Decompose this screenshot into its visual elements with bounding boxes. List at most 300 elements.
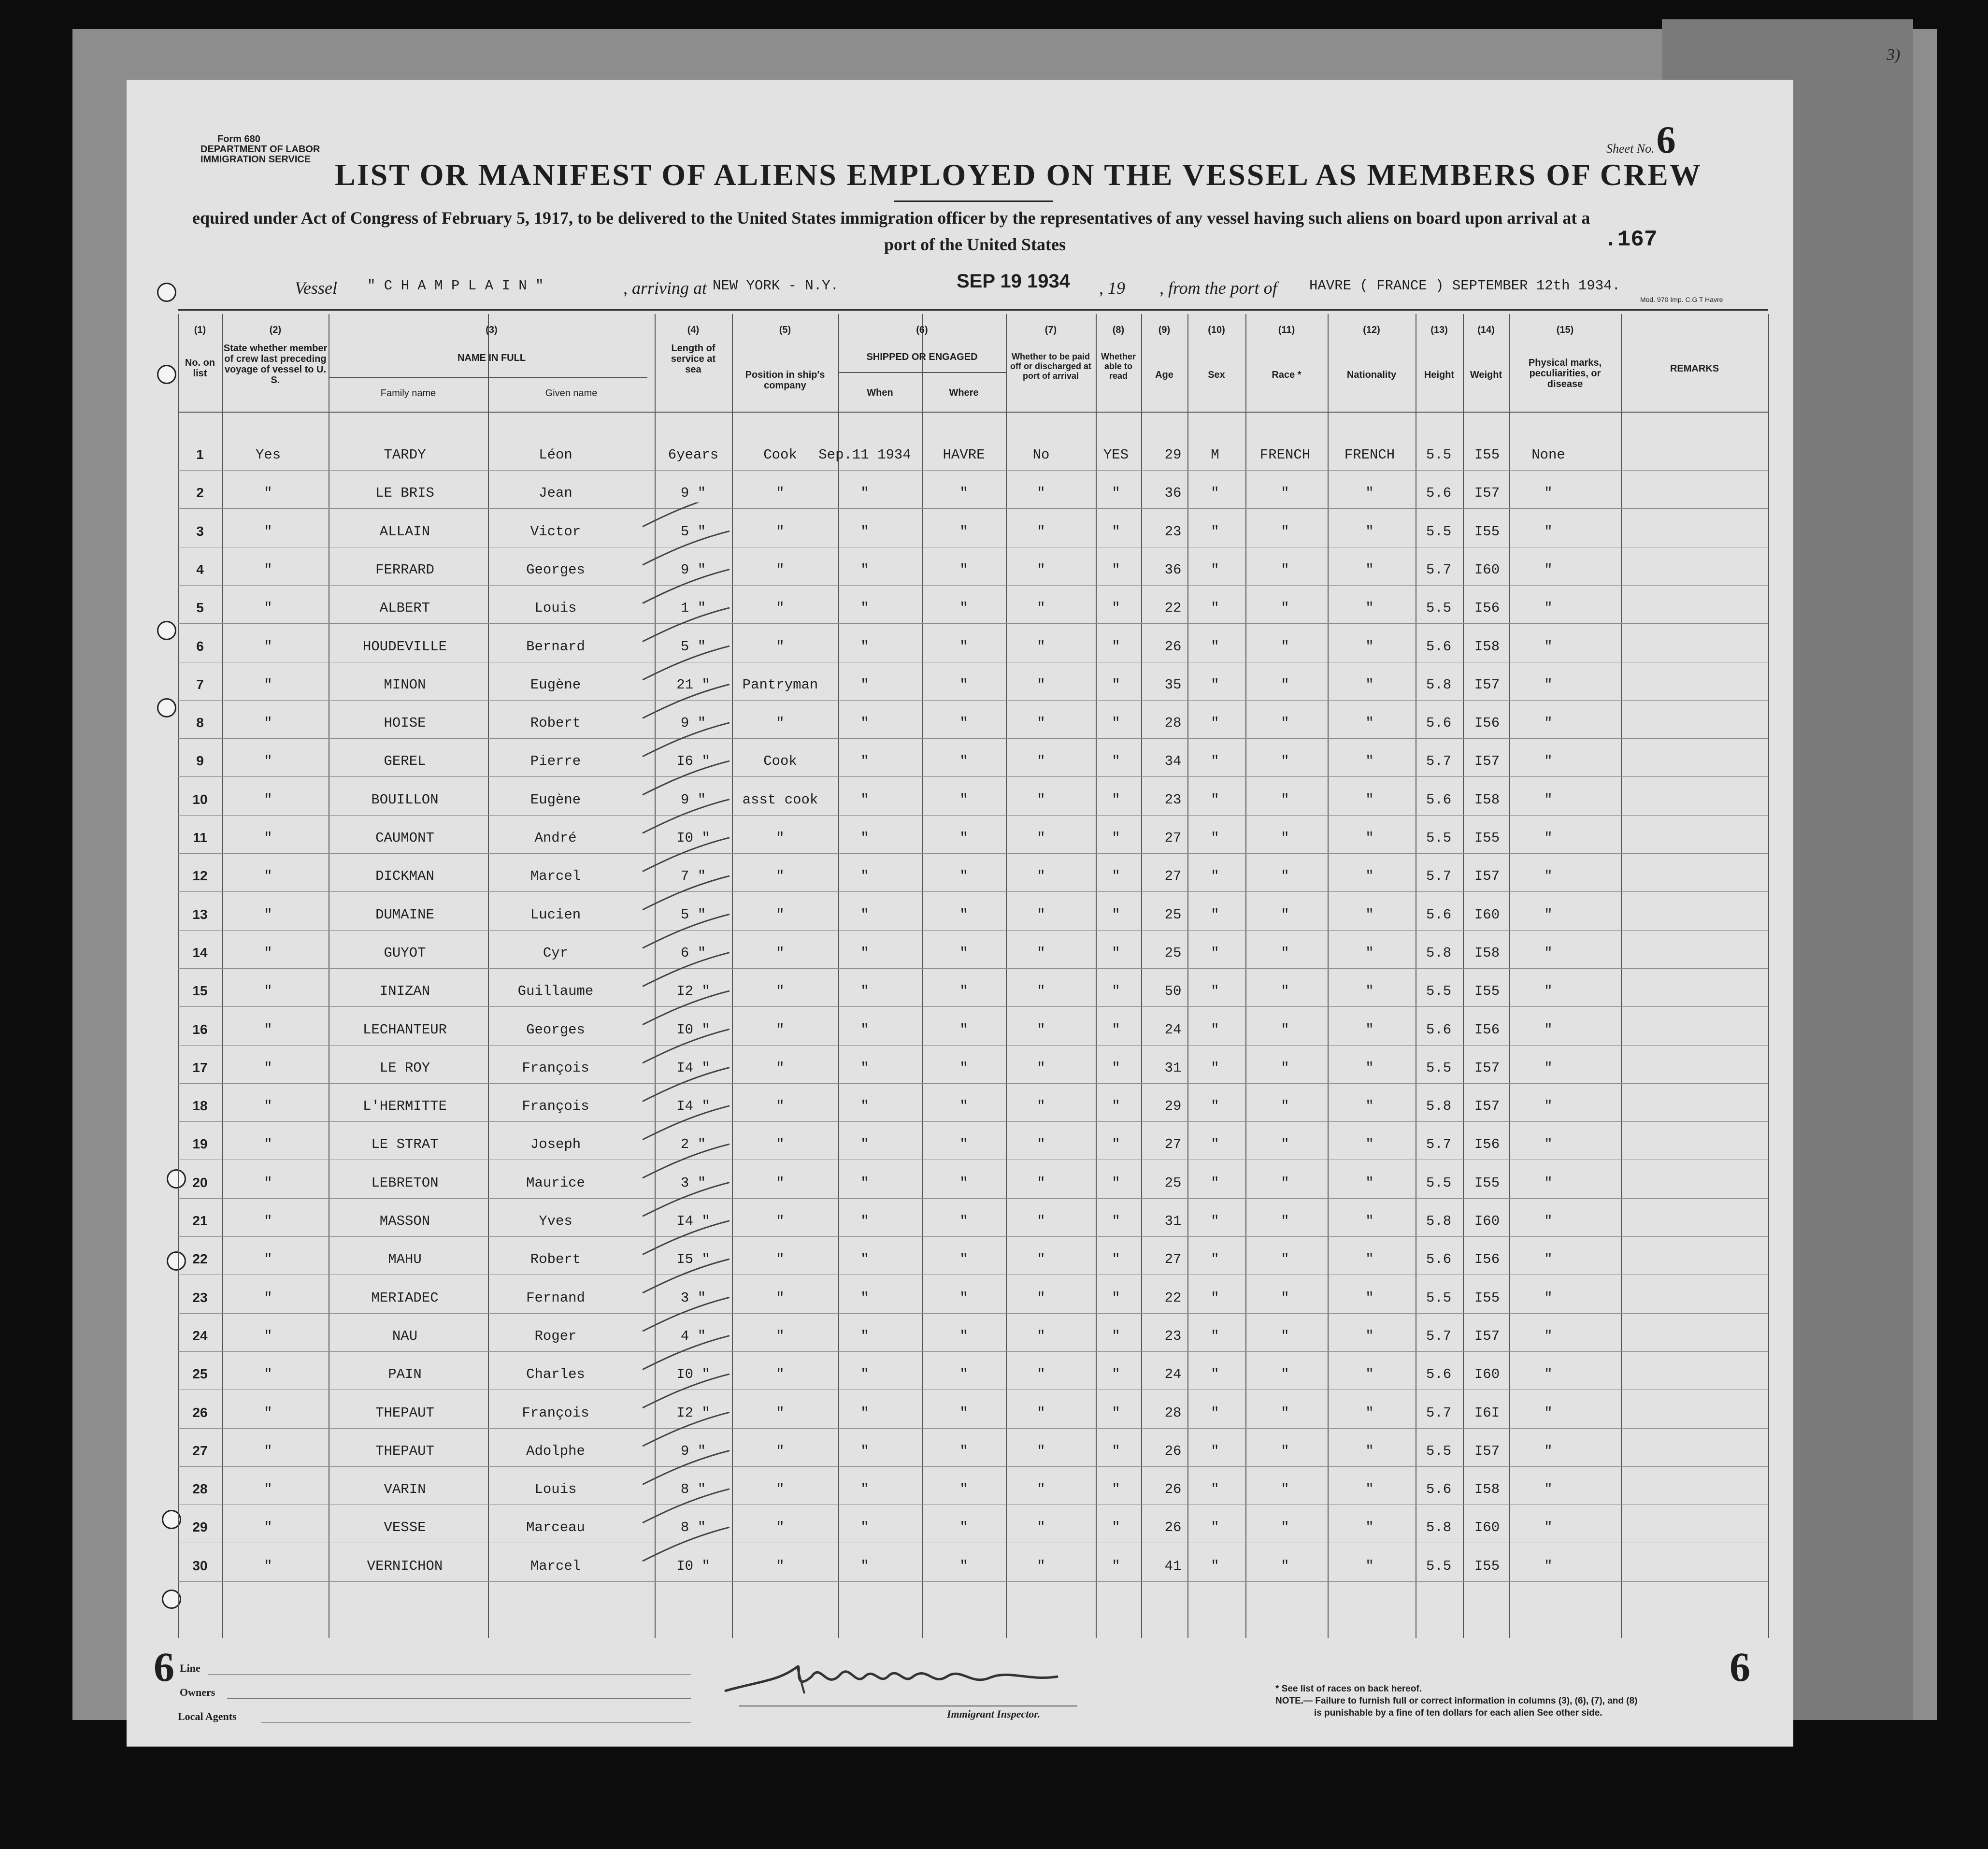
length-of-service-cell: I2 " — [676, 983, 710, 1000]
nationality-cell: FRENCH — [1344, 447, 1395, 463]
column-divider — [178, 314, 179, 1638]
physical-marks-cell: " — [1544, 715, 1553, 731]
row-number-cell: 3 — [196, 523, 204, 539]
sex-cell: " — [1211, 676, 1219, 693]
weight-cell: I57 — [1474, 1443, 1500, 1459]
row-rule — [178, 508, 1768, 509]
header-height: Height — [1424, 370, 1455, 380]
position-cell: " — [776, 1136, 785, 1153]
shipped-when-cell: " — [860, 1290, 869, 1306]
shipped-when-cell: " — [860, 1021, 869, 1038]
crew-last-voyage-cell: " — [264, 1481, 272, 1498]
paid-off-cell: " — [1037, 485, 1045, 502]
check-stroke — [643, 1221, 729, 1255]
physical-marks-cell: " — [1544, 830, 1553, 846]
age-cell: 27 — [1164, 830, 1182, 846]
crew-last-voyage-cell: " — [264, 561, 272, 578]
shipped-where-cell: " — [959, 1405, 968, 1421]
given-name-cell: Charles — [526, 1366, 585, 1383]
age-cell: 31 — [1164, 1060, 1182, 1076]
paid-off-cell: " — [1037, 945, 1045, 961]
position-cell: " — [776, 830, 785, 846]
race-cell: " — [1281, 1021, 1289, 1038]
given-name-cell: Roger — [534, 1328, 577, 1344]
check-stroke — [643, 876, 729, 910]
header-bottom-rule — [178, 412, 1768, 413]
crew-last-voyage-cell: " — [264, 715, 272, 731]
given-name-cell: Bernard — [526, 638, 585, 655]
weight-cell: I57 — [1474, 1328, 1500, 1344]
family-name-cell: DICKMAN — [375, 868, 434, 885]
race-cell: " — [1281, 1519, 1289, 1536]
check-stroke — [643, 1182, 729, 1216]
paid-off-cell: " — [1037, 1175, 1045, 1191]
age-cell: 50 — [1164, 983, 1182, 1000]
race-cell: " — [1281, 791, 1289, 808]
given-name-cell: Robert — [530, 715, 581, 731]
paid-off-cell: " — [1037, 1366, 1045, 1383]
race-cell: FRENCH — [1259, 447, 1311, 463]
handwritten-check-marks — [633, 502, 758, 1710]
height-cell: 5.8 — [1426, 1519, 1452, 1536]
nationality-cell: " — [1365, 791, 1374, 808]
shipped-when-cell: " — [860, 1366, 869, 1383]
sex-cell: " — [1211, 1251, 1219, 1268]
given-name-cell: Fernand — [526, 1290, 585, 1306]
column-divider — [1187, 314, 1188, 1638]
shipped-when-cell: " — [860, 1519, 869, 1536]
shipped-when-cell: " — [860, 561, 869, 578]
position-cell: " — [776, 868, 785, 885]
sex-cell: " — [1211, 1060, 1219, 1076]
weight-cell: I55 — [1474, 1558, 1500, 1574]
race-cell: " — [1281, 1251, 1289, 1268]
height-cell: 5.6 — [1426, 1021, 1452, 1038]
shipped-when-cell: " — [860, 1098, 869, 1115]
family-name-cell: MINON — [384, 676, 426, 693]
shipped-when-cell: " — [860, 1251, 869, 1268]
age-cell: 36 — [1164, 561, 1182, 578]
height-cell: 5.8 — [1426, 1098, 1452, 1115]
crew-last-voyage-cell: " — [264, 753, 272, 770]
sex-cell: " — [1211, 638, 1219, 655]
race-cell: " — [1281, 1213, 1289, 1229]
sex-cell: " — [1211, 945, 1219, 961]
age-cell: 35 — [1164, 676, 1182, 693]
column-divider — [1245, 314, 1246, 1638]
sex-cell: " — [1211, 906, 1219, 923]
length-of-service-cell: I2 " — [676, 1405, 710, 1421]
shipped-where-cell: " — [959, 1060, 968, 1076]
row-number-cell: 9 — [196, 753, 204, 769]
family-name-cell: MASSON — [379, 1213, 430, 1229]
age-cell: 29 — [1164, 1098, 1182, 1115]
able-to-read-cell: " — [1112, 523, 1120, 540]
crew-last-voyage-cell: " — [264, 1558, 272, 1574]
crew-last-voyage-cell: " — [264, 1328, 272, 1344]
printer-mark: Mod. 970 Imp. C.G T Havre — [1640, 296, 1723, 303]
year-label: , 19 — [1099, 278, 1125, 298]
able-to-read-cell: " — [1112, 906, 1120, 923]
height-cell: 5.8 — [1426, 945, 1452, 961]
nationality-cell: " — [1365, 1290, 1374, 1306]
given-name-cell: Adolphe — [526, 1443, 585, 1459]
length-of-service-cell: 2 " — [680, 1136, 706, 1153]
crew-last-voyage-cell: " — [264, 1060, 272, 1076]
age-cell: 31 — [1164, 1213, 1182, 1229]
vessel-label: Vessel — [295, 278, 337, 298]
paid-off-cell: " — [1037, 1328, 1045, 1344]
row-number-cell: 17 — [192, 1060, 208, 1075]
shipped-when-cell: " — [860, 676, 869, 693]
height-cell: 5.5 — [1426, 1290, 1452, 1306]
shipped-when-cell: " — [860, 983, 869, 1000]
crew-last-voyage-cell: " — [264, 1021, 272, 1038]
weight-cell: I57 — [1474, 1098, 1500, 1115]
check-stroke — [643, 1336, 729, 1370]
owners-label: Owners — [180, 1686, 215, 1698]
able-to-read-cell: " — [1112, 1175, 1120, 1191]
family-name-cell: L'HERMITTE — [362, 1098, 447, 1115]
column-number: (14) — [1477, 325, 1495, 335]
shipped-when-cell: Sep.11 1934 — [818, 447, 911, 463]
physical-marks-cell: None — [1531, 447, 1565, 463]
crew-last-voyage-cell: " — [264, 523, 272, 540]
crew-last-voyage-cell: " — [264, 1290, 272, 1306]
date-stamp: SEP 19 1934 — [957, 271, 1071, 292]
nationality-cell: " — [1365, 1060, 1374, 1076]
height-cell: 5.6 — [1426, 485, 1452, 502]
length-of-service-cell: I4 " — [676, 1098, 710, 1115]
row-rule — [178, 1045, 1768, 1046]
shipped-where-cell: " — [959, 1328, 968, 1344]
header-sex: Sex — [1208, 370, 1225, 380]
paid-off-cell: No — [1032, 447, 1050, 463]
race-cell: " — [1281, 1136, 1289, 1153]
form-number: Form 680 — [217, 134, 260, 144]
crew-last-voyage-cell: " — [264, 1251, 272, 1268]
weight-cell: I56 — [1474, 715, 1500, 731]
given-name-cell: Pierre — [530, 753, 581, 770]
position-cell: " — [776, 561, 785, 578]
column-number: (2) — [269, 325, 282, 335]
sex-cell: " — [1211, 1175, 1219, 1191]
nationality-cell: " — [1365, 1405, 1374, 1421]
weight-cell: I57 — [1474, 753, 1500, 770]
physical-marks-cell: " — [1544, 561, 1553, 578]
punch-hole — [157, 365, 176, 384]
height-cell: 5.5 — [1426, 1558, 1452, 1574]
given-name-cell: Marceau — [526, 1519, 585, 1536]
given-name-cell: Guillaume — [517, 983, 594, 1000]
weight-cell: I60 — [1474, 1366, 1500, 1383]
race-cell: " — [1281, 906, 1289, 923]
position-cell: " — [776, 906, 785, 923]
check-stroke — [643, 570, 729, 603]
sex-cell: " — [1211, 868, 1219, 885]
weight-cell: I55 — [1474, 523, 1500, 540]
weight-cell: I58 — [1474, 1481, 1500, 1498]
given-name-cell: André — [534, 830, 577, 846]
check-stroke — [643, 1068, 729, 1102]
column-divider — [1463, 314, 1464, 1638]
header-family-name: Family name — [380, 388, 436, 399]
form-block — [200, 134, 320, 165]
subtitle-line-2: port of the United States — [884, 235, 1066, 254]
inspector-label: Immigrant Inspector. — [947, 1708, 1041, 1720]
shipped-where-cell: HAVRE — [943, 447, 985, 463]
shipped-where-cell: " — [959, 600, 968, 616]
given-name-cell: Yves — [539, 1213, 572, 1229]
paid-off-cell: " — [1037, 1136, 1045, 1153]
sex-cell: " — [1211, 791, 1219, 808]
able-to-read-cell: " — [1112, 638, 1120, 655]
line-label: Line — [180, 1662, 200, 1674]
weight-cell: I58 — [1474, 638, 1500, 655]
punch-hole — [157, 283, 176, 302]
physical-marks-cell: " — [1544, 523, 1553, 540]
physical-marks-cell: " — [1544, 1098, 1553, 1115]
position-cell: " — [776, 983, 785, 1000]
sex-cell: " — [1211, 753, 1219, 770]
physical-marks-cell: " — [1544, 1481, 1553, 1498]
weight-cell: I60 — [1474, 1519, 1500, 1536]
shipped-where-cell: " — [959, 715, 968, 731]
position-cell: " — [776, 1366, 785, 1383]
sex-cell: " — [1211, 1443, 1219, 1459]
crew-last-voyage-cell: " — [264, 1405, 272, 1421]
row-number-cell: 2 — [196, 485, 204, 501]
shipped-when-cell: " — [860, 1175, 869, 1191]
column-number: (8) — [1112, 325, 1125, 335]
length-of-service-cell: I5 " — [676, 1251, 710, 1268]
age-cell: 29 — [1164, 447, 1182, 463]
position-cell: " — [776, 1213, 785, 1229]
footer-note-failure: NOTE.— Failure to furnish full or correct information in columns (3), (6), (7), and (8) — [1275, 1696, 1638, 1706]
age-cell: 36 — [1164, 485, 1182, 502]
physical-marks-cell: " — [1544, 945, 1553, 961]
column-divider — [1006, 314, 1007, 1638]
race-cell: " — [1281, 638, 1289, 655]
age-cell: 23 — [1164, 1328, 1182, 1344]
paid-off-cell: " — [1037, 830, 1045, 846]
department-name: DEPARTMENT OF LABOR — [200, 144, 320, 155]
position-cell: " — [776, 638, 785, 655]
sheet-label: Sheet No. — [1606, 142, 1655, 156]
shipped-where-cell: " — [959, 791, 968, 808]
position-cell: " — [776, 1021, 785, 1038]
nationality-cell: " — [1365, 1558, 1374, 1574]
crew-last-voyage-cell: " — [264, 983, 272, 1000]
race-cell: " — [1281, 600, 1289, 616]
position-cell: " — [776, 945, 785, 961]
shipped-where-cell: " — [959, 1558, 968, 1574]
position-cell: " — [776, 523, 785, 540]
sex-cell: " — [1211, 1290, 1219, 1306]
nationality-cell: " — [1365, 868, 1374, 885]
length-of-service-cell: I0 " — [676, 1366, 710, 1383]
crew-last-voyage-cell: " — [264, 830, 272, 846]
nationality-cell: " — [1365, 676, 1374, 693]
shipped-where-cell: " — [959, 1290, 968, 1306]
row-number-cell: 22 — [192, 1251, 208, 1267]
nationality-cell: " — [1365, 561, 1374, 578]
able-to-read-cell: " — [1112, 1060, 1120, 1076]
shipped-where-cell: " — [959, 1519, 968, 1536]
title-rule — [894, 201, 1053, 202]
able-to-read-cell: " — [1112, 983, 1120, 1000]
length-of-service-cell: 9 " — [680, 715, 706, 731]
given-name-cell: Joseph — [530, 1136, 581, 1153]
able-to-read-cell: " — [1112, 600, 1120, 616]
height-cell: 5.7 — [1426, 868, 1452, 885]
check-stroke — [643, 953, 729, 987]
check-stroke — [643, 646, 729, 680]
nationality-cell: " — [1365, 715, 1374, 731]
sex-cell: " — [1211, 1136, 1219, 1153]
able-to-read-cell: " — [1112, 1136, 1120, 1153]
race-cell: " — [1281, 1405, 1289, 1421]
check-stroke — [643, 991, 729, 1025]
race-cell: " — [1281, 1328, 1289, 1344]
able-to-read-cell: " — [1112, 676, 1120, 693]
sex-cell: " — [1211, 561, 1219, 578]
punch-hole — [157, 621, 176, 640]
weight-cell: I56 — [1474, 1021, 1500, 1038]
length-of-service-cell: 5 " — [680, 523, 706, 540]
race-cell: " — [1281, 983, 1289, 1000]
able-to-read-cell: " — [1112, 1328, 1120, 1344]
header-race: Race * — [1272, 370, 1301, 380]
check-stroke — [643, 1489, 729, 1523]
row-rule — [178, 776, 1768, 777]
race-cell: " — [1281, 1481, 1289, 1498]
header-age: Age — [1155, 370, 1173, 380]
paid-off-cell: " — [1037, 868, 1045, 885]
race-cell: " — [1281, 830, 1289, 846]
race-cell: " — [1281, 753, 1289, 770]
position-cell: " — [776, 715, 785, 731]
race-cell: " — [1281, 1366, 1289, 1383]
height-cell: 5.6 — [1426, 1481, 1452, 1498]
shipped-where-cell: " — [959, 1251, 968, 1268]
column-divider — [1328, 314, 1329, 1638]
punch-hole — [167, 1251, 186, 1271]
family-name-cell: PAIN — [388, 1366, 422, 1383]
position-cell: " — [776, 600, 785, 616]
physical-marks-cell: " — [1544, 753, 1553, 770]
shipped-where-cell: " — [959, 945, 968, 961]
weight-cell: I55 — [1474, 1290, 1500, 1306]
corner-mark: 3) — [1887, 46, 1901, 64]
race-cell: " — [1281, 1443, 1289, 1459]
row-number-cell: 12 — [192, 868, 208, 884]
given-name-cell: Louis — [534, 600, 577, 616]
given-name-cell: Louis — [534, 1481, 577, 1498]
header-weight: Weight — [1470, 370, 1502, 380]
paid-off-cell: " — [1037, 906, 1045, 923]
row-number-cell: 13 — [192, 906, 208, 922]
sex-cell: " — [1211, 983, 1219, 1000]
age-cell: 24 — [1164, 1021, 1182, 1038]
crew-last-voyage-cell: " — [264, 791, 272, 808]
footer-note-fine: is punishable by a fine of ten dollars for each alien See other side. — [1314, 1708, 1602, 1718]
shipped-when-cell: " — [860, 1136, 869, 1153]
shipped-when-cell: " — [860, 523, 869, 540]
column-number: (6) — [916, 325, 928, 335]
shipped-where-cell: " — [959, 983, 968, 1000]
paid-off-cell: " — [1037, 1519, 1045, 1536]
sex-cell: " — [1211, 1558, 1219, 1574]
check-stroke — [643, 531, 729, 565]
vessel-name: " C H A M P L A I N " — [367, 278, 544, 294]
shipped-when-cell: " — [860, 1328, 869, 1344]
length-of-service-cell: 1 " — [680, 600, 706, 616]
header-length-of-service: Length of service at sea — [671, 343, 716, 375]
nationality-cell: " — [1365, 1366, 1374, 1383]
row-number-cell: 6 — [196, 638, 204, 654]
position-cell: Cook — [763, 447, 797, 463]
row-number-cell: 10 — [192, 791, 208, 807]
crew-last-voyage-cell: " — [264, 1136, 272, 1153]
race-cell: " — [1281, 945, 1289, 961]
given-name-cell: Marcel — [530, 1558, 581, 1574]
footer-note-races: * See list of races on back hereof. — [1275, 1684, 1422, 1694]
nationality-cell: " — [1365, 1021, 1374, 1038]
nationality-cell: " — [1365, 523, 1374, 540]
nationality-cell: " — [1365, 1481, 1374, 1498]
nationality-cell: " — [1365, 600, 1374, 616]
length-of-service-cell: 4 " — [680, 1328, 706, 1344]
length-of-service-cell: 6years — [668, 447, 719, 463]
able-to-read-cell: " — [1112, 1519, 1120, 1536]
family-name-cell: HOISE — [384, 715, 426, 731]
row-number-cell: 29 — [192, 1519, 208, 1535]
shipped-when-cell: " — [860, 1443, 869, 1459]
physical-marks-cell: " — [1544, 983, 1553, 1000]
column-divider — [1096, 314, 1097, 1638]
race-cell: " — [1281, 523, 1289, 540]
sex-cell: " — [1211, 830, 1219, 846]
row-number-cell: 8 — [196, 715, 204, 731]
check-stroke — [643, 723, 729, 757]
nationality-cell: " — [1365, 1519, 1374, 1536]
able-to-read-cell: " — [1112, 1251, 1120, 1268]
row-rule — [178, 1083, 1768, 1084]
row-number-cell: 26 — [192, 1405, 208, 1420]
row-number-cell: 11 — [193, 830, 207, 845]
inspector-signature — [720, 1648, 1087, 1706]
shipped-when-cell: " — [860, 638, 869, 655]
sex-cell: " — [1211, 1481, 1219, 1498]
weight-cell: I56 — [1474, 600, 1500, 616]
agents-field-rule — [261, 1722, 691, 1723]
position-cell: " — [776, 1558, 785, 1574]
given-name-cell: Eugène — [530, 791, 581, 808]
sheet-number-block — [1606, 118, 1676, 162]
row-rule — [178, 470, 1768, 471]
race-cell: " — [1281, 485, 1289, 502]
shipped-where-cell: " — [959, 561, 968, 578]
height-cell: 5.6 — [1426, 638, 1452, 655]
given-name-cell: Eugène — [530, 676, 581, 693]
paid-off-cell: " — [1037, 1098, 1045, 1115]
shipped-where-cell: " — [959, 1481, 968, 1498]
row-rule — [178, 1351, 1768, 1352]
shipped-where-cell: " — [959, 830, 968, 846]
crew-last-voyage-cell: " — [264, 1443, 272, 1459]
header-paid-off: Whether to be paid off or discharged at port of arrival — [1010, 352, 1092, 381]
